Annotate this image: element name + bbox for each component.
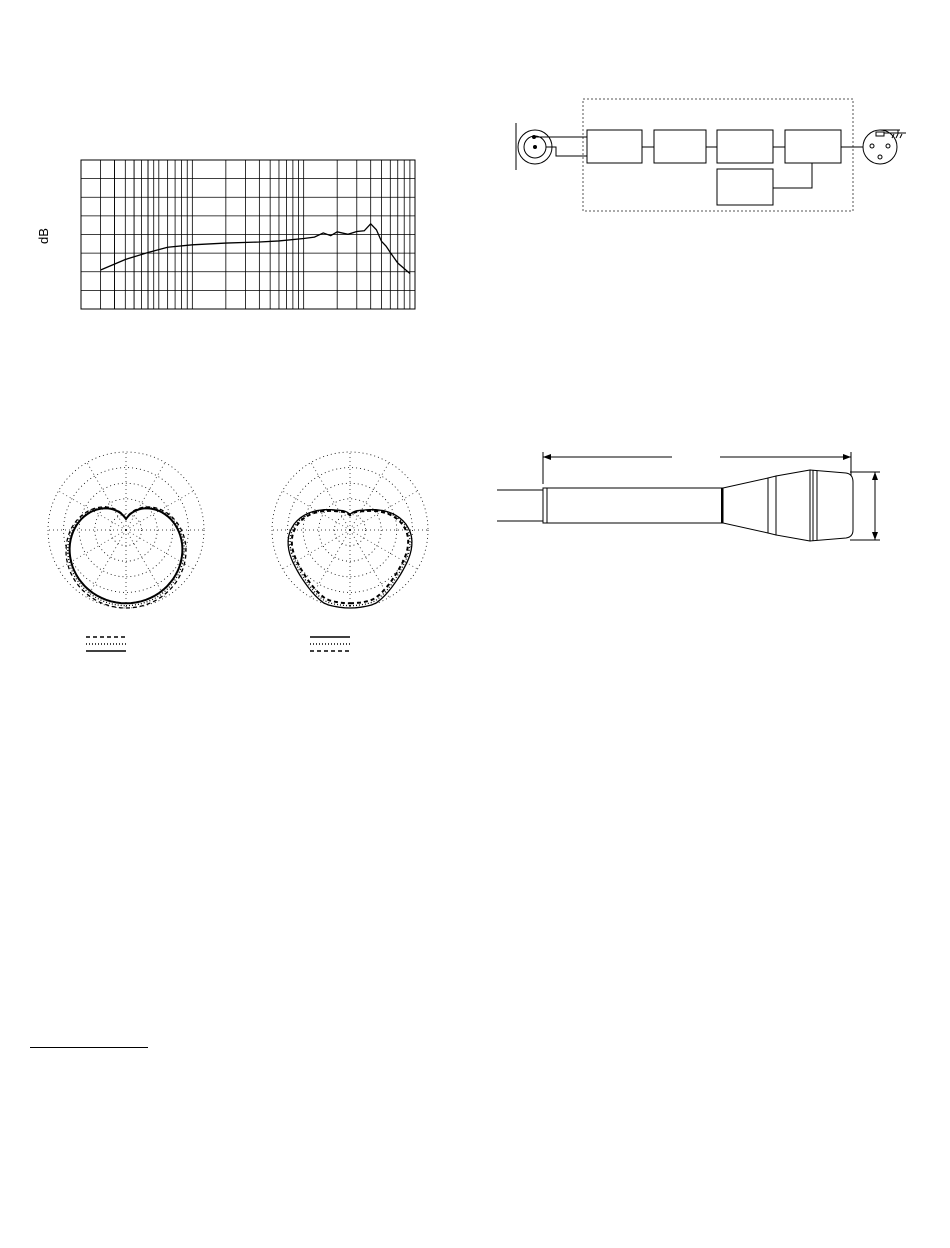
- response-curve: [101, 224, 410, 274]
- dimension-arrow-left: [543, 454, 551, 460]
- mic-collar: [768, 476, 776, 535]
- mic-grille: [810, 470, 853, 541]
- footnote-rule: [30, 1047, 148, 1048]
- circuit-block-2: [654, 130, 706, 163]
- diameter-arrow-top: [872, 472, 878, 480]
- mic-head-base: [776, 470, 810, 541]
- circuit-block-3: [717, 130, 773, 163]
- xlr-pin-2: [886, 144, 890, 148]
- block-diagram: [0, 0, 950, 230]
- diameter-arrow-bottom: [872, 532, 878, 540]
- frequency-response-y-axis-label: dB: [36, 228, 51, 244]
- xlr-key: [876, 132, 884, 136]
- mic-taper: [723, 478, 768, 533]
- mic-handle: [543, 488, 723, 523]
- circuit-block-4: [785, 130, 841, 163]
- xlr-pin-3: [878, 155, 882, 159]
- circuit-block-1: [587, 130, 642, 163]
- capsule-center-dot: [533, 145, 537, 149]
- link-4-5: [773, 163, 812, 188]
- circuit-block-5: [717, 169, 773, 205]
- xlr-pin-1: [870, 144, 874, 148]
- dimension-arrow-right: [843, 454, 851, 460]
- microphone-dimension-drawing: [0, 440, 950, 560]
